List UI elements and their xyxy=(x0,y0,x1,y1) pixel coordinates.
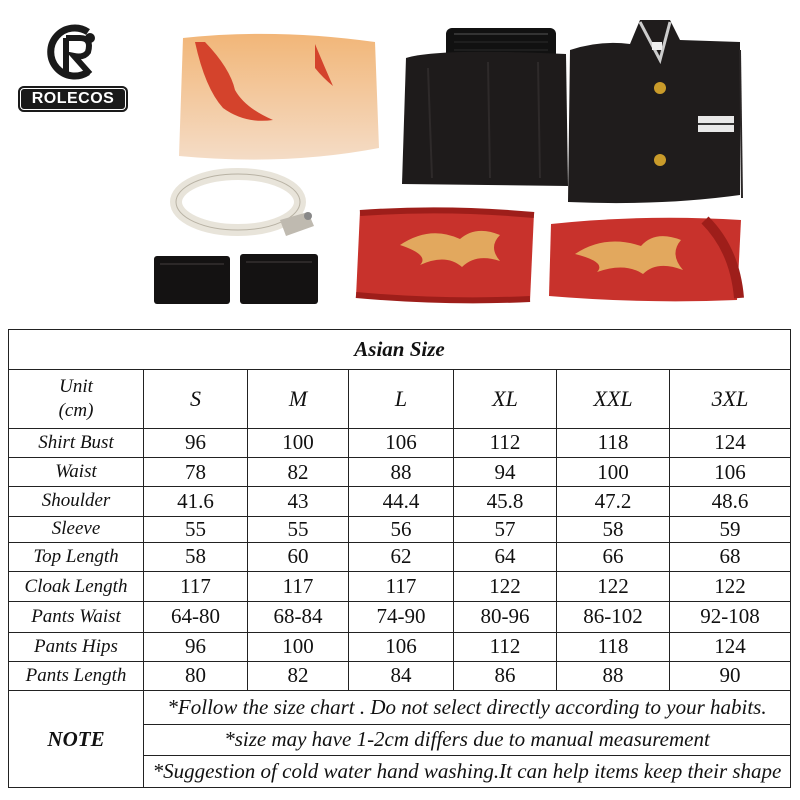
brand-logo xyxy=(18,22,128,122)
table-cell: 55 xyxy=(144,516,248,542)
note-text: *Follow the size chart . Do not select directly according to your habits. xyxy=(144,691,791,725)
table-cell: 47.2 xyxy=(557,487,670,516)
table-cell: 106 xyxy=(349,632,454,661)
table-row xyxy=(9,602,791,632)
table-row xyxy=(9,632,791,661)
product-photo xyxy=(0,0,800,330)
row-label: Pants Hips xyxy=(9,632,144,661)
table-row xyxy=(9,487,791,516)
table-cell: 112 xyxy=(454,632,557,661)
wristbands-graphic xyxy=(150,250,330,310)
table-cell: 55 xyxy=(248,516,349,542)
table-cell: 90 xyxy=(670,661,791,690)
table-cell: 48.6 xyxy=(670,487,791,516)
table-cell: 118 xyxy=(557,632,670,661)
arm-sleeve-right-image xyxy=(545,210,745,305)
table-cell: 88 xyxy=(349,458,454,487)
table-cell: 117 xyxy=(144,572,248,602)
table-cell: 100 xyxy=(248,428,349,457)
table-cell: 43 xyxy=(248,487,349,516)
table-cell: 59 xyxy=(670,516,791,542)
row-label: Top Length xyxy=(9,542,144,571)
jacket-image xyxy=(560,20,800,210)
size-header: L xyxy=(349,370,454,429)
table-row xyxy=(9,428,791,457)
row-label: Cloak Length xyxy=(9,572,144,602)
note-label: NOTE xyxy=(9,691,144,788)
table-cell: 58 xyxy=(144,542,248,571)
table-cell: 82 xyxy=(248,661,349,690)
row-label: Waist xyxy=(9,458,144,487)
table-cell: 106 xyxy=(349,428,454,457)
table-cell: 64-80 xyxy=(144,602,248,632)
table-cell: 88 xyxy=(557,661,670,690)
table-row xyxy=(9,572,791,602)
table-cell: 84 xyxy=(349,661,454,690)
belt-image xyxy=(170,160,320,250)
wristbands-image xyxy=(150,250,330,310)
pants-image xyxy=(398,18,570,188)
table-cell: 86 xyxy=(454,661,557,690)
table-title-row xyxy=(9,330,791,370)
unit-value: (cm) xyxy=(58,400,94,422)
table-cell: 60 xyxy=(248,542,349,571)
table-cell: 66 xyxy=(557,542,670,571)
size-chart-table xyxy=(8,329,791,788)
table-cell: 57 xyxy=(454,516,557,542)
cloak-image xyxy=(175,28,383,166)
table-cell: 56 xyxy=(349,516,454,542)
table-cell: 80 xyxy=(144,661,248,690)
size-header: XL xyxy=(454,370,557,429)
table-cell: 117 xyxy=(248,572,349,602)
table-cell: 86-102 xyxy=(557,602,670,632)
size-header: 3XL xyxy=(670,370,791,429)
row-label: Shoulder xyxy=(9,487,144,516)
table-row xyxy=(9,542,791,571)
size-header: S xyxy=(144,370,248,429)
table-row xyxy=(9,458,791,487)
table-row xyxy=(9,516,791,542)
table-cell: 117 xyxy=(349,572,454,602)
table-cell: 44.4 xyxy=(349,487,454,516)
arm-sleeve-left-image xyxy=(350,205,540,305)
table-header-row xyxy=(9,370,791,429)
table-cell: 122 xyxy=(670,572,791,602)
table-cell: 122 xyxy=(454,572,557,602)
table-cell: 68-84 xyxy=(248,602,349,632)
row-label: Pants Length xyxy=(9,661,144,690)
table-row xyxy=(9,661,791,690)
table-title: Asian Size xyxy=(9,330,791,370)
brand-logo-text: ROLECOS xyxy=(18,86,128,112)
table-cell: 74-90 xyxy=(349,602,454,632)
table-cell: 106 xyxy=(670,458,791,487)
table-cell: 112 xyxy=(454,428,557,457)
row-label: Pants Waist xyxy=(9,602,144,632)
table-cell: 100 xyxy=(557,458,670,487)
table-cell: 64 xyxy=(454,542,557,571)
table-cell: 96 xyxy=(144,632,248,661)
table-cell: 94 xyxy=(454,458,557,487)
size-header: XXL xyxy=(557,370,670,429)
table-cell: 122 xyxy=(557,572,670,602)
table-cell: 80-96 xyxy=(454,602,557,632)
table-cell: 62 xyxy=(349,542,454,571)
table-cell: 124 xyxy=(670,632,791,661)
table-cell: 92-108 xyxy=(670,602,791,632)
note-text: *size may have 1-2cm differs due to manual measurement xyxy=(144,725,791,755)
table-cell: 41.6 xyxy=(144,487,248,516)
size-header: M xyxy=(248,370,349,429)
table-cell: 68 xyxy=(670,542,791,571)
table-cell: 82 xyxy=(248,458,349,487)
brand-logo-mark xyxy=(42,22,104,82)
table-cell: 45.8 xyxy=(454,487,557,516)
row-label: Sleeve xyxy=(9,516,144,542)
note-text: *Suggestion of cold water hand washing.It can help items keep their shape xyxy=(144,755,791,787)
note-row xyxy=(9,691,791,725)
unit-header xyxy=(9,370,144,429)
table-cell: 58 xyxy=(557,516,670,542)
unit-label: Unit xyxy=(59,376,93,398)
row-label: Shirt Bust xyxy=(9,428,144,457)
table-cell: 118 xyxy=(557,428,670,457)
table-cell: 100 xyxy=(248,632,349,661)
table-cell: 78 xyxy=(144,458,248,487)
table-cell: 124 xyxy=(670,428,791,457)
table-cell: 96 xyxy=(144,428,248,457)
